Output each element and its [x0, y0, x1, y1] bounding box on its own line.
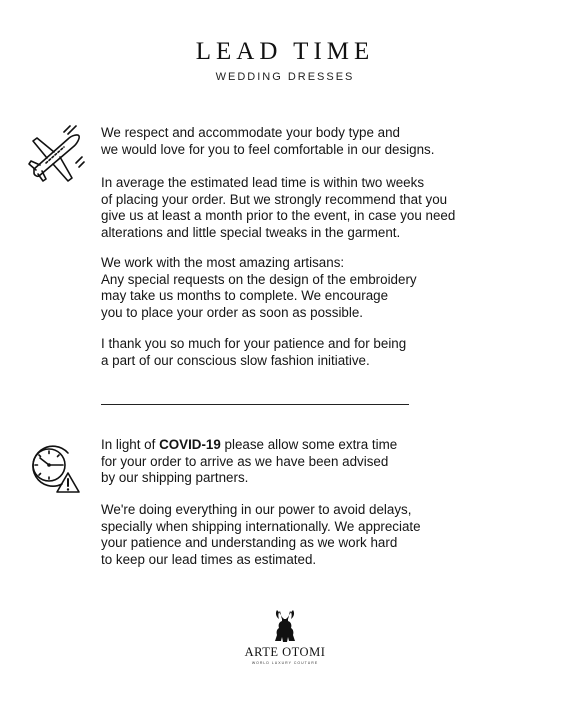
- text-fragment: please allow some extra time: [220, 437, 398, 452]
- text-line: alterations and little special tweaks in the garment.: [101, 224, 401, 240]
- brand-name: ARTE OTOMI: [244, 645, 326, 659]
- page-subtitle: WEDDING DRESSES: [215, 71, 355, 83]
- text-line: for your order to arrive as we have been advised: [101, 453, 389, 469]
- brand-tagline: WORLD LUXURY COUTURE: [251, 661, 319, 665]
- brand-mark-icon: [272, 608, 298, 644]
- text-line: we would love for you to feel comfortable in our designs.: [101, 141, 435, 157]
- text-line: Any special requests on the design of the embroidery: [101, 271, 417, 287]
- text-line: to keep our lead times as estimated.: [101, 551, 317, 567]
- clock-warning-icon: [24, 437, 84, 497]
- covid-paragraph: [101, 437, 397, 487]
- airplane-icon: [24, 123, 86, 183]
- text-line: We respect and accommodate your body type and: [101, 125, 400, 140]
- text-line: [101, 437, 397, 454]
- brand-logo: [0, 608, 570, 665]
- lead-time-paragraph: [101, 175, 455, 241]
- artisans-paragraph: [101, 255, 417, 321]
- text-line: your patience and understanding as we work hard: [101, 535, 398, 551]
- section-divider: [101, 404, 409, 405]
- text-line: I thank you so much for your patience and for being: [101, 336, 407, 351]
- text-line: by our shipping partners.: [101, 470, 249, 486]
- text-line: In average the estimated lead time is within two weeks: [101, 175, 425, 190]
- text-line: you to place your order as soon as possible.: [101, 304, 364, 320]
- text-line: a part of our conscious slow fashion initiative.: [101, 352, 370, 368]
- text-line: We work with the most amazing artisans:: [101, 255, 345, 270]
- thanks-paragraph: [101, 336, 406, 369]
- text-fragment: In light of: [101, 437, 160, 452]
- text-line: may take us months to complete. We encourage: [101, 288, 389, 304]
- page-title: LEAD TIME: [195, 38, 375, 65]
- text-line: We're doing everything in our power to avoid delays,: [101, 502, 412, 517]
- delays-paragraph: [101, 502, 421, 568]
- text-line: give us at least a month prior to the event, in case you need: [101, 208, 456, 224]
- text-line: of placing your order. But we strongly recommend that you: [101, 191, 448, 207]
- covid-emphasis: COVID-19: [159, 437, 221, 452]
- intro-paragraph: [101, 125, 434, 158]
- text-line: specially when shipping internationally. We appreciate: [101, 518, 421, 534]
